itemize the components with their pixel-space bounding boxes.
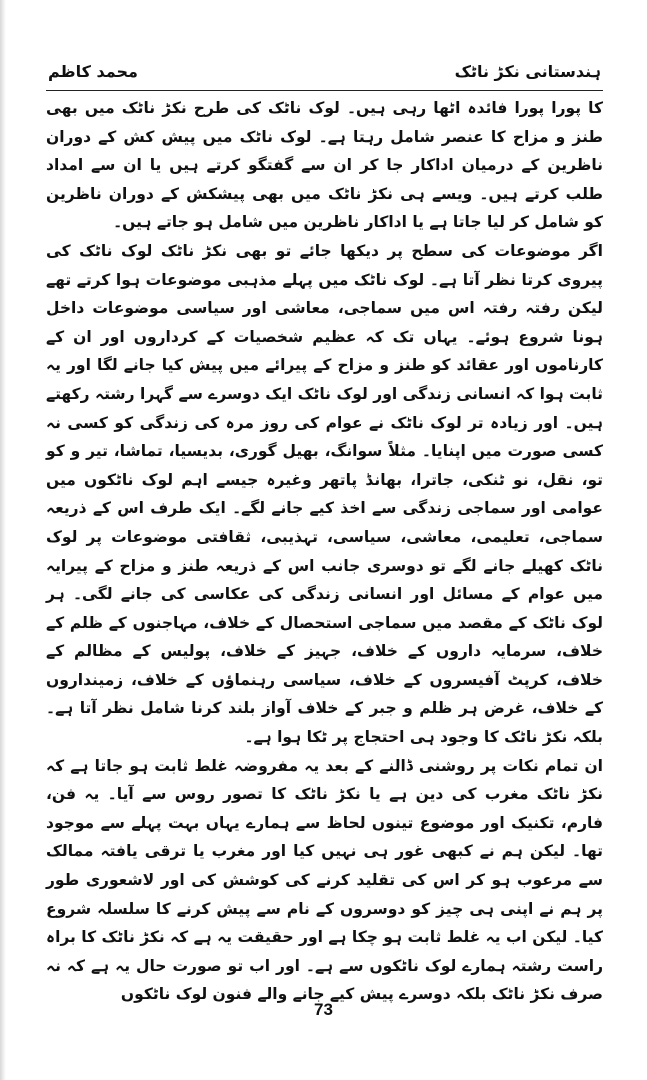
paragraph-2: اگر موضوعات کی سطح پر دیکھا جائے تو بھی نکڑ ناٹک لوک ناٹک کی پیروی کرتا نظر آتا ہے۔ لوک ناٹک میں پہلے مذہبی موضوعات ہوا کرتے تھے لیکن رفتہ رفتہ اس میں سماجی، معاشی اور سیاسی موضوعات داخل ہونا شروع ہوئے۔ یہاں تک کہ عظیم شخصیات کے کرداروں اور ان کے کارناموں اور عقائد کو طنز و مزاح کے پیرائے میں پیش کیا جانے لگا اور یہ ثابت ہوا کہ انسانی زندگی اور لوک ناٹک ایک دوسرے سے گہرا رشتہ رکھتے ہیں۔ اور زیادہ تر لوک ناٹک نے عوام کی روز مرہ کی زندگی کو کسی نہ کسی صورت میں اپنایا۔ مثلاً سوانگ، بھیل گوری، بدیسیا، تماشا، تیر و کو تو، نقل، نو ٹنکی، جاترا، بھانڈ پاتھر وغیرہ جیسے اہم لوک ناٹکوں میں عوامی اور سماجی زندگی سے اخذ کیے جانے لگے۔ ایک طرف اس کے ذریعہ سماجی، تعلیمی، معاشی، سیاسی، تہذیبی، ثقافتی موضوعات پر لوک ناٹک کھیلے جانے لگے تو دوسری جانب اس کے ذریعہ طنز و مزاح کے پیرایہ میں عوام کے مسائل اور انسانی زندگی کی عکاسی کی جانے لگی۔ ہر لوک ناٹک کے مقصد میں سماجی استحصال کے خلاف، مہاجنوں کے ظلم کے خلاف، سرمایہ داروں کے خلاف، جہیز کے خلاف، پولیس کے مظالم کے خلاف، کرپٹ آفیسروں کے خلاف، سیاسی رہنماؤں کے خلاف، زمینداروں کے خلاف، غرض ہر ظلم و جبر کے خلاف آواز بلند کرنا شامل نظر آتا ہے۔ بلکہ نکڑ ناٹک کا وجود ہی احتجاج پر ٹکا ہوا ہے۔ <box>46 241 603 747</box>
paragraph-1: کا پورا پورا فائدہ اٹھا رہی ہیں۔ لوک ناٹک کی طرح نکڑ ناٹک میں بھی طنز و مزاح کا عنصر شامل رہتا ہے۔ لوک ناٹک میں پیش کش کے دوران ناظرین کے درمیان اداکار جا کر ان سے گفتگو کرتے ہیں یا ان سے امداد طلب کرتے ہیں۔ ویسے ہی نکڑ ناٹک میں بھی پیشکش کے دوران ناظرین کو شامل کر لیا جاتا ہے یا اداکار ناظرین میں شامل ہو جاتے ہیں۔ <box>46 99 603 232</box>
page-edge-shadow <box>0 0 6 1080</box>
page-number: 73 <box>314 1000 333 1019</box>
running-header <box>48 62 601 92</box>
paragraph-3: ان تمام نکات پر روشنی ڈالنے کے بعد یہ مفروضہ غلط ثابت ہو جاتا ہے کہ نکڑ ناٹک مغرب کی دین ہے یا نکڑ ناٹک کا تصور روس سے آیا۔ یہ فن، فارم، تکنیک اور موضوع تینوں لحاظ سے ہمارے یہاں بہت پہلے سے موجود تھا۔ لیکن ہم نے کبھی غور ہی نہیں کیا اور مغرب یا ترقی یافتہ ممالک سے مرعوب ہو کر اس کی تقلید کرنے کی کوشش کی اور لاشعوری طور پر ہم نے اپنی ہی چیز کو دوسروں کے نام سے پیش کرنے کا سلسلہ شروع کیا۔ لیکن اب یہ غلط ثابت ہو چکا ہے اور حقیقت یہ ہے کہ نکڑ ناٹک کا براہ راست رشتہ ہمارے لوک ناٹکوں سے ہے۔ اور اب تو صورت حال یہ ہے کہ نہ صرف نکڑ ناٹک بلکہ دوسرے پیش کیے جانے والے فنون لوک ناٹکوں <box>46 756 603 1004</box>
book-title: ہندستانی نکڑ ناٹک <box>454 62 601 81</box>
body-text <box>46 94 603 1009</box>
author-name: محمد کاظم <box>48 62 138 81</box>
header-rule <box>46 90 603 91</box>
